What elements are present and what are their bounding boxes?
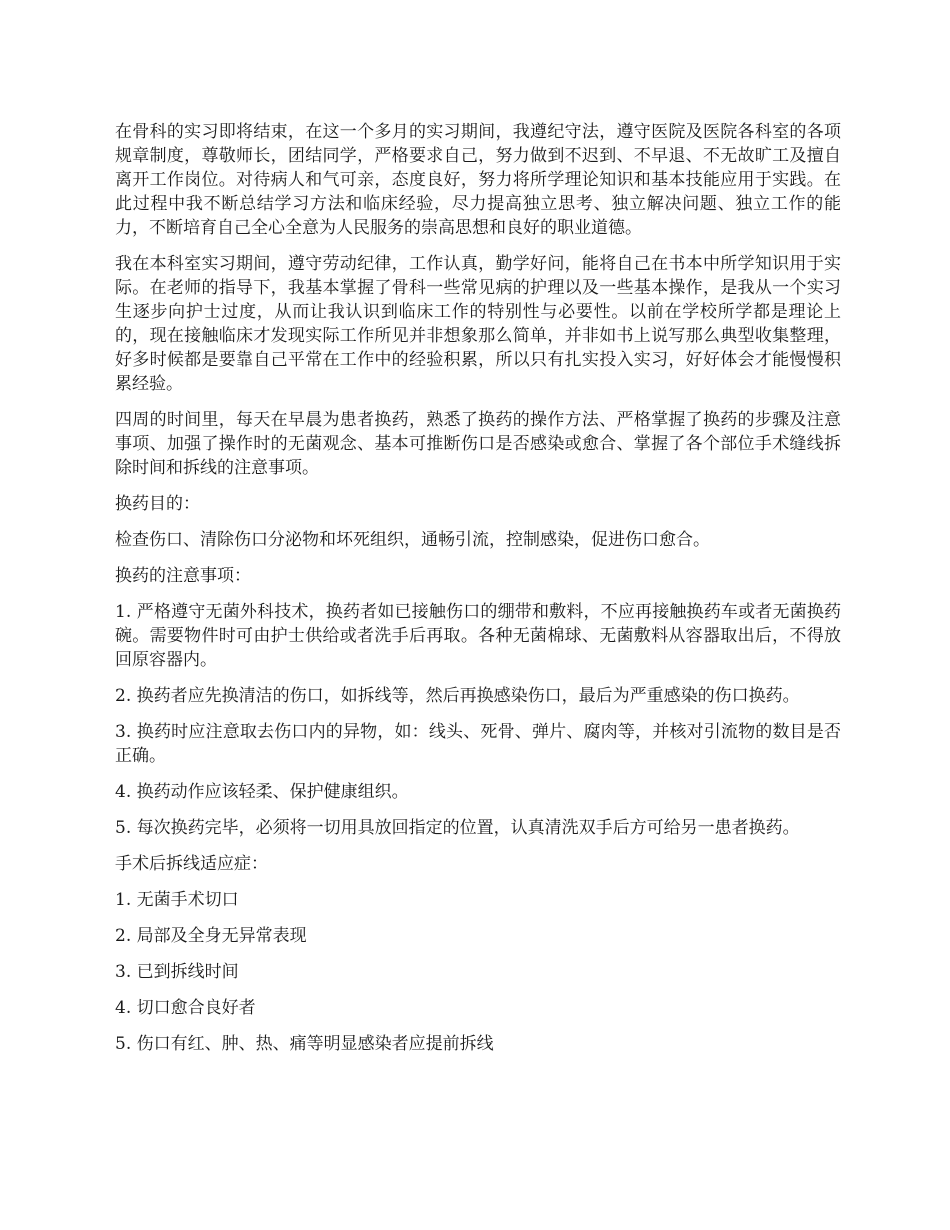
precaution-item: 1. 严格遵守无菌外科技术，换药者如已接触伤口的绷带和敷料，不应再接触换药车或者无菌换药碗。需要物件时可由护士供给或者洗手后再取。各种无菌棉球、无菌敷料从容器取出后，不得放回原容器内。 <box>115 602 841 670</box>
precaution-item: 3. 换药时应注意取去伤口内的异物，如：线头、死骨、弹片、腐肉等，并核对引流物的数目是否正确。 <box>115 722 841 766</box>
indication-item: 2. 局部及全身无异常表现 <box>115 926 307 946</box>
indication-item: 3. 已到拆线时间 <box>115 962 239 982</box>
intro-paragraph: 在骨科的实习即将结束，在这一个多月的实习期间，我遵纪守法，遵守医院及医院各科室的各项规章制度，尊敬师长，团结同学，严格要求自己，努力做到不迟到、不早退、不无故旷工及擅自离开工作岗位。对待病人和气可亲，态度良好，努力将所学理论知识和基本技能应用于实践。在此过程中我不断总结学习方法和临床经验，尽力提高独立思考、独立解决问题、独立工作的能力，不断培育自己全心全意为人民服务的崇高思想和良好的职业道德。 <box>115 122 841 238</box>
precaution-item: 2. 换药者应先换清洁的伤口，如拆线等，然后再换感染伤口，最后为严重感染的伤口换药。 <box>115 686 800 706</box>
purpose-paragraph: 检查伤口、清除伤口分泌物和坏死组织，通畅引流，控制感染，促进伤口愈合。 <box>115 530 710 550</box>
section-heading-precautions: 换药的注意事项： <box>115 566 251 586</box>
four-weeks-paragraph: 四周的时间里，每天在早晨为患者换药，熟悉了换药的操作方法、严格掌握了换药的步骤及注意事项、加强了操作时的无菌观念、基本可推断伤口是否感染或愈合、掌握了各个部位手术缝线拆除时间和拆线的注意事项。 <box>115 410 841 478</box>
precaution-item: 4. 换药动作应该轻柔、保护健康组织。 <box>115 782 409 802</box>
indication-item: 1. 无菌手术切口 <box>115 890 239 910</box>
precaution-item: 5. 每次换药完毕，必须将一切用具放回指定的位置，认真清洗双手后方可给另一患者换药。 <box>115 818 800 838</box>
internship-paragraph: 我在本科室实习期间，遵守劳动纪律，工作认真，勤学好问，能将自己在书本中所学知识用于实际。在老师的指导下，我基本掌握了骨科一些常见病的护理以及一些基本操作，是我从一个实习生逐步向护士过度，从而让我认识到临床工作的特别性与必要性。以前在学校所学都是理论上的，现在接触临床才发现实际工作所见并非想象那么简单，并非如书上说写那么典型收集整理，好多时候都是要靠自己平常在工作中的经验积累，所以只有扎实投入实习，好好体会才能慢慢积累经验。 <box>115 254 841 394</box>
indication-item: 5. 伤口有红、肿、热、痛等明显感染者应提前拆线 <box>115 1034 494 1054</box>
document-body <box>115 120 841 1068</box>
indication-item: 4. 切口愈合良好者 <box>115 998 256 1018</box>
section-heading-indications: 手术后拆线适应症： <box>115 854 268 874</box>
section-heading-purpose: 换药目的： <box>115 494 200 514</box>
